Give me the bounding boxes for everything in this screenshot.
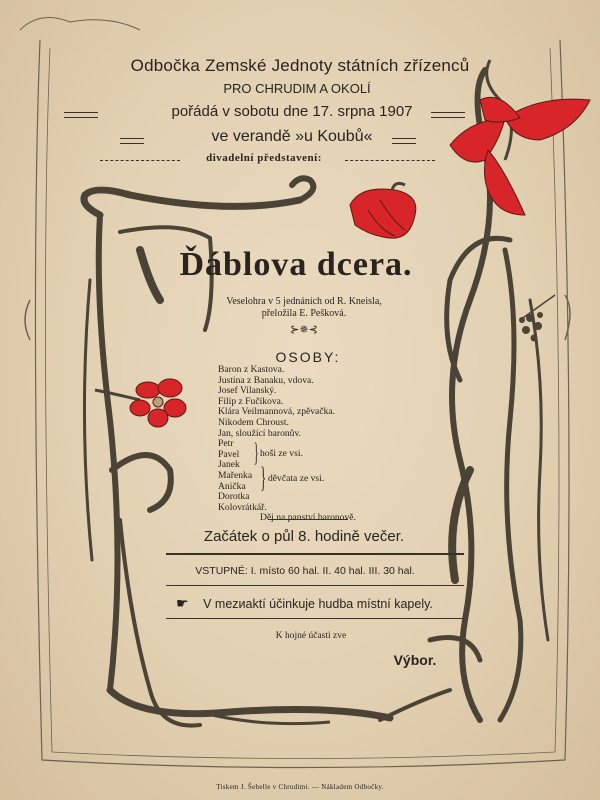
play-subtitle-2: přeložila E. Pešková. — [261, 308, 347, 319]
cast-line: Klára Veilmannová, zpěvačka. — [218, 406, 336, 418]
committee-signature: Výbor. — [393, 652, 437, 668]
cast-line: Anička — [218, 480, 246, 492]
play-subtitle-1: Veselohra v 5 jednáních od R. Kneisla, — [226, 296, 382, 307]
invitation-line: K hojné účasti zve — [275, 631, 347, 641]
admission-rule — [166, 585, 464, 586]
date-rule-right — [431, 112, 465, 118]
group-girls-label: děvčata ze vsi. — [268, 473, 325, 484]
red-flower-left — [130, 379, 186, 427]
cast-line: Josef Vilanský. — [218, 385, 277, 397]
place-line: PRO CHRUDIM A OKOLÍ — [223, 81, 371, 96]
music-rule — [166, 618, 464, 619]
venue-line: ve verandě »u Koubů« — [211, 128, 373, 145]
music-note: V mezиaktí účinkuje hudba místní kapely. — [203, 597, 433, 611]
event-type: divadelní představení: — [206, 152, 322, 164]
printer-imprint: Tiskem J. Šebelle v Chrudimi. — Nákladem Odbočky. — [216, 783, 384, 791]
cast-line: Baron z Kastova. — [218, 364, 285, 375]
boys-brace: } — [253, 438, 259, 467]
start-time: Začátek o půl 8. hodině večer. — [203, 528, 405, 545]
pointing-hand-icon: ☛ — [176, 597, 189, 612]
cast-bottom-rule — [268, 519, 348, 520]
cast-line: Petr — [218, 438, 234, 450]
start-rule — [166, 553, 464, 555]
cast-line: Mařenka — [218, 469, 253, 481]
ornamental-divider: ⊱✵⊰ — [290, 324, 318, 336]
cast-line: Nikodem Chroust. — [218, 416, 289, 428]
cast-list — [218, 365, 356, 524]
cast-line: Jan, sloužící baronův. — [218, 427, 302, 439]
cast-line: Janek — [218, 459, 240, 471]
cast-line: Pavel — [218, 448, 240, 460]
cast-line: Dorotka — [218, 491, 250, 503]
cast-line: Justina z Banaku, vdova. — [218, 374, 314, 386]
event-rule-right — [345, 160, 435, 161]
cast-heading: OSOBY: — [275, 349, 341, 365]
organization-line: Odbočka Zemské Jednoty státních zřízenců — [130, 56, 470, 75]
venue-rule-right — [392, 138, 416, 144]
date-line: pořádá v sobotu dne 17. srpna 1907 — [171, 103, 413, 120]
cast-setting-line: Děj na panství baronově. — [260, 512, 356, 524]
red-flower-bud — [350, 183, 416, 238]
play-title: Ďáblova dcera. — [179, 246, 413, 283]
girls-brace: } — [260, 461, 267, 494]
cast-line: Filip z Fučíkova. — [218, 395, 284, 407]
admission-prices: VSTUPNÉ: I. místo 60 hal. II. 40 hal. III. 30 hal. — [195, 565, 415, 577]
cast-line: Kolovrátkář. — [218, 501, 267, 513]
group-boys-label: hoši ze vsi. — [260, 448, 303, 459]
